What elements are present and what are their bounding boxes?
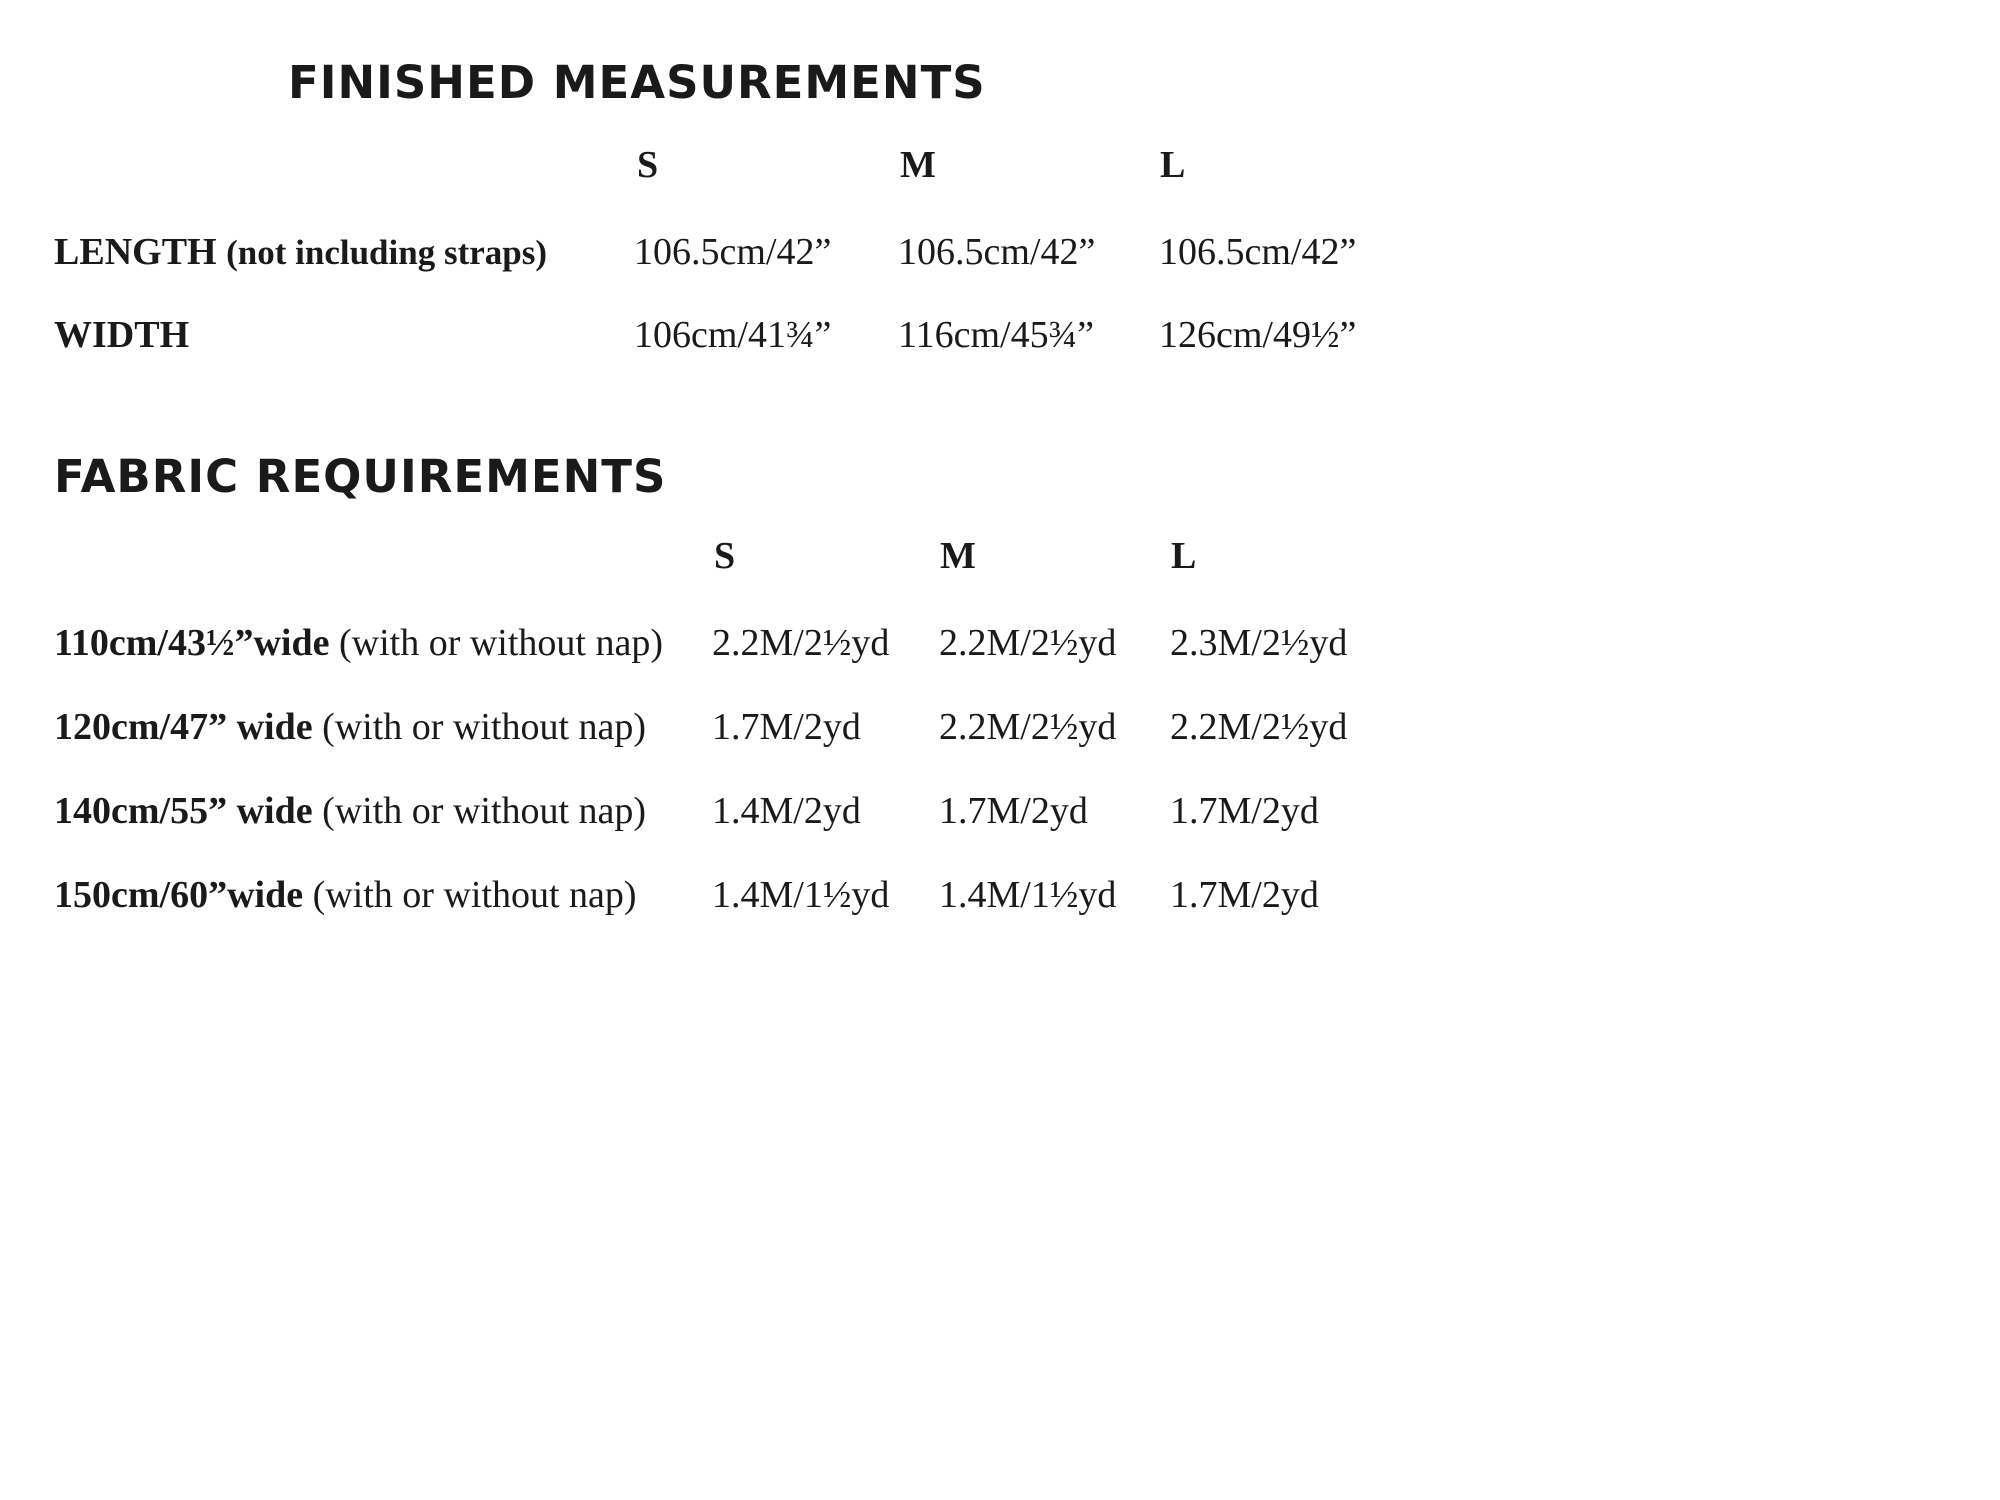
fabric-size-l: L <box>1171 535 1197 577</box>
fabric-value-s: 1.4M/2yd <box>712 790 861 832</box>
fabric-value-l: 1.7M/2yd <box>1170 790 1319 832</box>
fabric-size-m: M <box>940 535 976 577</box>
fabric-row-label <box>54 876 637 914</box>
fabric-value-m: 1.4M/1½yd <box>939 874 1117 916</box>
fabric-row-label <box>54 624 663 662</box>
fabric-width: 120cm/47” wide <box>54 706 313 748</box>
width-label: WIDTH <box>54 314 190 356</box>
fabric-width: 110cm/43½”wide <box>54 622 330 664</box>
length-value-m: 106.5cm/42” <box>898 231 1096 273</box>
fabric-value-l: 1.7M/2yd <box>1170 874 1319 916</box>
length-row-label <box>54 233 547 271</box>
fabric-requirements-title: FABRIC REQUIREMENTS <box>54 450 667 503</box>
length-value-l: 106.5cm/42” <box>1159 231 1357 273</box>
fabric-nap-note: (with or without nap) <box>322 790 647 832</box>
fabric-row-label <box>54 708 646 746</box>
fabric-value-s: 1.4M/1½yd <box>712 874 890 916</box>
fabric-width: 150cm/60”wide <box>54 874 304 916</box>
width-value-s: 106cm/41¾” <box>634 314 832 356</box>
fabric-nap-note: (with or without nap) <box>338 622 663 664</box>
fabric-size-s: S <box>714 535 736 577</box>
fabric-value-l: 2.2M/2½yd <box>1170 706 1348 748</box>
finished-size-l: L <box>1160 144 1186 186</box>
fabric-nap-note: (with or without nap) <box>312 874 637 916</box>
fabric-value-l: 2.3M/2½yd <box>1170 622 1348 664</box>
width-value-m: 116cm/45¾” <box>898 314 1094 356</box>
fabric-width: 140cm/55” wide <box>54 790 313 832</box>
finished-size-s: S <box>637 144 659 186</box>
length-value-s: 106.5cm/42” <box>634 231 832 273</box>
fabric-value-s: 1.7M/2yd <box>712 706 861 748</box>
fabric-value-m: 2.2M/2½yd <box>939 622 1117 664</box>
length-label-note: (not including straps) <box>226 233 548 272</box>
fabric-value-m: 2.2M/2½yd <box>939 706 1117 748</box>
fabric-value-m: 1.7M/2yd <box>939 790 1088 832</box>
length-label: LENGTH <box>54 231 217 273</box>
fabric-nap-note: (with or without nap) <box>322 706 647 748</box>
fabric-value-s: 2.2M/2½yd <box>712 622 890 664</box>
finished-size-m: M <box>900 144 936 186</box>
fabric-row-label <box>54 792 646 830</box>
finished-measurements-title: FINISHED MEASUREMENTS <box>288 56 986 109</box>
width-value-l: 126cm/49½” <box>1159 314 1357 356</box>
